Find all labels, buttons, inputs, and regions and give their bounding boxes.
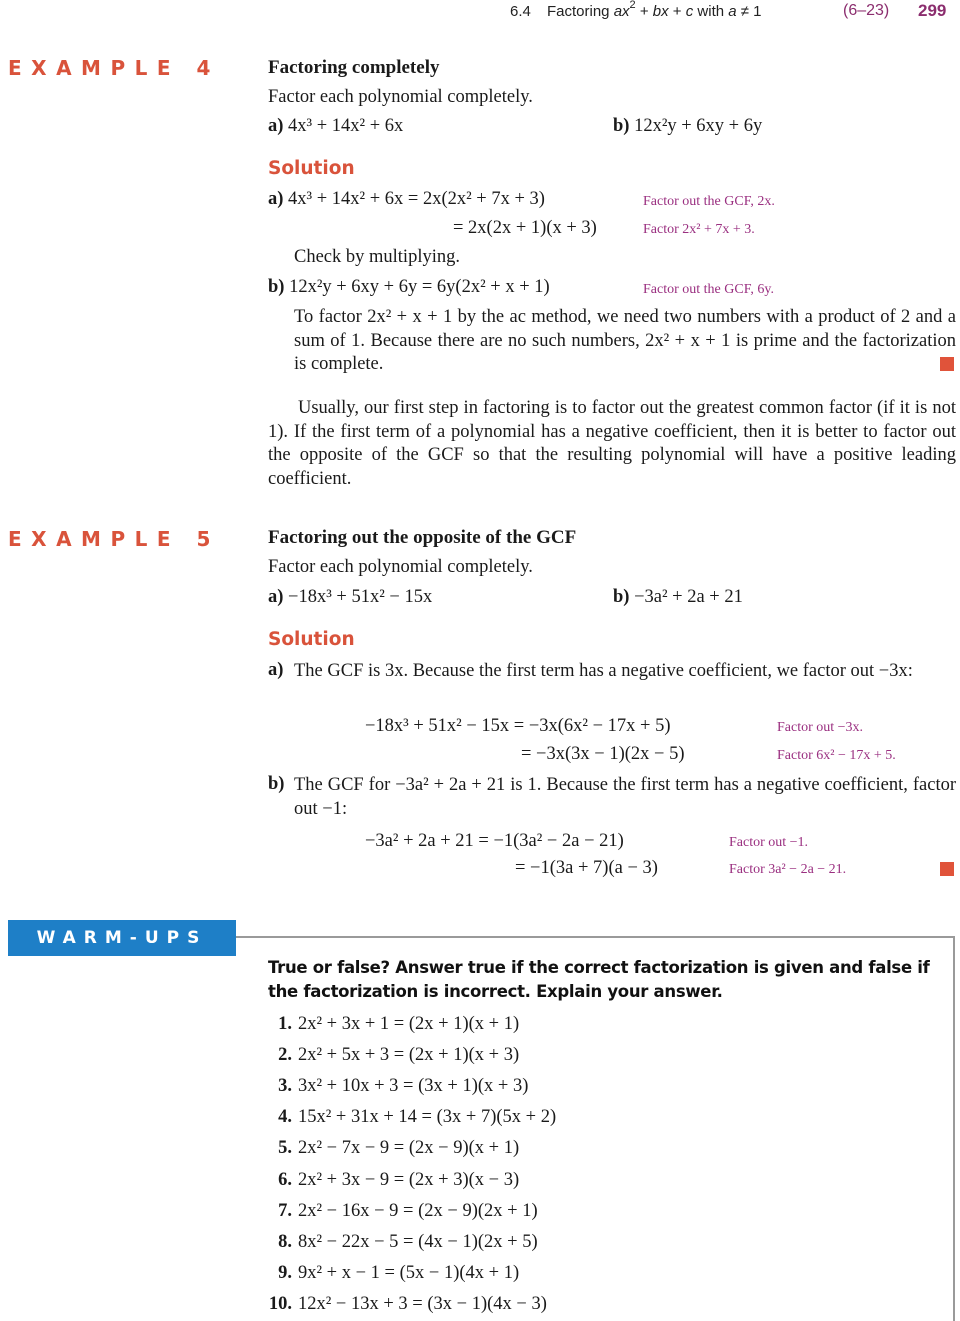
warm-up-number: 1. <box>278 1014 292 1034</box>
example-4-solution-a-step2: = 2x(2x + 1)(x + 3) <box>453 218 597 238</box>
warm-up-expression: 3x² + 10x + 3 = (3x + 1)(x + 3) <box>298 1076 529 1097</box>
example-5-note-b1: Factor out −1. <box>729 835 809 850</box>
example-4-prompt: Factor each polynomial completely. <box>268 87 533 107</box>
warm-ups-instructions: True or false? Answer true if the correct factorization is given and false if the factorization is incorrect. Explain your answer. <box>268 958 930 1001</box>
warm-up-expression: 2x² − 16x − 9 = (2x − 9)(2x + 1) <box>298 1200 538 1221</box>
warm-up-expression: 15x² + 31x + 14 = (3x + 7)(5x + 2) <box>298 1107 557 1128</box>
warm-up-expression: 9x² + x − 1 = (5x − 1)(4x + 1) <box>298 1262 520 1283</box>
running-header <box>0 0 960 26</box>
example-4-label: EXAMPLE 4 <box>8 56 220 80</box>
warm-ups-label: WARM-UPS <box>36 928 208 948</box>
warm-up-expression: 12x² − 13x + 3 = (3x − 1)(4x − 3) <box>298 1293 547 1314</box>
example-5-text-b: The GCF for −3a² + 2a + 21 is 1. Because the first term has a negative coefficient, factor out −1: <box>294 775 956 819</box>
example-4-problem-b: b) 12x²y + 6xy + 6y <box>613 116 763 136</box>
example-5-text-a-label: a) <box>268 660 284 680</box>
example-5-prompt: Factor each polynomial completely. <box>268 557 533 577</box>
warm-up-expression: 2x² + 5x + 3 = (2x + 1)(x + 3) <box>298 1045 520 1066</box>
example-5-solution-b-step2: = −1(3a + 7)(a − 3) <box>515 858 658 878</box>
example-5-note-b2: Factor 3a² − 2a − 21. <box>729 862 847 877</box>
warm-up-expression: 2x² − 7x − 9 = (2x − 9)(x + 1) <box>298 1138 520 1159</box>
warm-up-item <box>266 1201 538 1222</box>
warm-up-item <box>266 1232 538 1253</box>
example-4-note-a2: Factor 2x² + 7x + 3. <box>643 222 755 237</box>
example-4-note-a1: Factor out the GCF, 2x. <box>643 194 775 209</box>
warm-up-item <box>266 1170 519 1191</box>
warm-up-number: 8. <box>278 1231 292 1252</box>
warm-up-number: 7. <box>278 1200 292 1221</box>
warm-up-expression: 8x² − 22x − 5 = (4x − 1)(2x + 5) <box>298 1231 538 1252</box>
example-4-solution-a-step1: a) 4x³ + 14x² + 6x = 2x(2x² + 7x + 3) <box>268 189 545 209</box>
warm-up-item <box>266 1014 519 1035</box>
example-4-solution-b-step1: b) 12x²y + 6xy + 6y = 6y(2x² + x + 1) <box>268 277 550 297</box>
example-4-check: Check by multiplying. <box>294 247 460 267</box>
intro-paragraph: Usually, our first step in factoring is to factor out the greatest common factor (if it is not 1). If the first term of a polynomial has a negative coefficient, then it is better to factor out the opposite of the GCF so that the resulting polynomial will have a positive leading coefficient. <box>268 398 956 489</box>
end-of-example-5-marker <box>940 862 954 876</box>
warm-up-number: 5. <box>278 1138 292 1159</box>
warm-up-item <box>266 1263 519 1284</box>
example-5-note-a2: Factor 6x² − 17x + 5. <box>777 748 896 763</box>
example-4-explanation: To factor 2x² + x + 1 by the ac method, we need two numbers with a product of 2 and a sum of 1. Because there are no such numbers, 2x² + x + 1 is prime and the factorization is complete. <box>294 307 956 374</box>
warm-up-expression: 2x² + 3x − 9 = (2x + 3)(x − 3) <box>298 1169 520 1190</box>
example-5-problem-a: a) −18x³ + 51x² − 15x <box>268 587 433 607</box>
warm-up-number: 10. <box>268 1293 292 1314</box>
example-4-solution-heading: Solution <box>268 158 355 179</box>
warm-up-item <box>266 1107 556 1128</box>
example-5-solution-b-step1: −3a² + 2a + 21 = −1(3a² − 2a − 21) <box>365 831 624 851</box>
warm-up-number: 4. <box>278 1107 292 1128</box>
warm-up-number: 3. <box>278 1076 292 1097</box>
example-5-label: EXAMPLE 5 <box>8 527 220 551</box>
example-5-solution-a-step1: −18x³ + 51x² − 15x = −3x(6x² − 17x + 5) <box>365 716 671 736</box>
section-title: Factoring $ax^2$ + bx + c with a ≠ 1 <box>547 0 762 20</box>
page-reference: (6–23) <box>843 2 890 19</box>
warm-up-item <box>266 1076 528 1097</box>
warm-ups-border-top <box>236 936 955 938</box>
example-5-problem-b: b) −3a² + 2a + 21 <box>613 587 743 607</box>
warm-up-expression: 2x² + 3x + 1 = (2x + 1)(x + 1) <box>298 1014 520 1034</box>
warm-up-number: 6. <box>278 1169 292 1190</box>
example-5-note-a1: Factor out −3x. <box>777 720 864 735</box>
warm-up-item <box>266 1138 519 1159</box>
example-4-note-b1: Factor out the GCF, 6y. <box>643 282 774 297</box>
example-5-text-b-label: b) <box>268 774 285 794</box>
end-of-example-4-marker <box>940 357 954 371</box>
example-5-title: Factoring out the opposite of the GCF <box>268 527 577 548</box>
section-number: 6.4 <box>510 3 531 20</box>
example-4-problem-a: a) 4x³ + 14x² + 6x <box>268 116 404 136</box>
example-5-solution-a-step2: = −3x(3x − 1)(2x − 5) <box>521 744 685 764</box>
warm-up-item <box>266 1294 547 1315</box>
warm-ups-border-right <box>953 936 955 1321</box>
warm-up-number: 9. <box>278 1262 292 1283</box>
example-4-title: Factoring completely <box>268 57 440 78</box>
example-5-solution-heading: Solution <box>268 629 355 650</box>
page-number: 299 <box>918 1 947 20</box>
warm-ups-banner <box>8 920 236 956</box>
warm-up-number: 2. <box>278 1045 292 1066</box>
warm-up-item <box>266 1045 519 1066</box>
example-5-text-a: The GCF is 3x. Because the first term has a negative coefficient, we factor out −3x: <box>294 661 913 681</box>
